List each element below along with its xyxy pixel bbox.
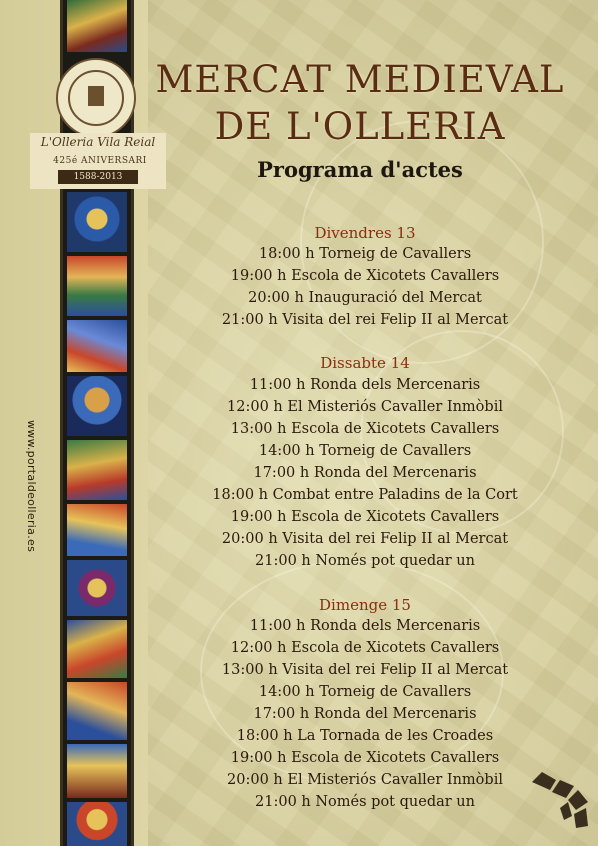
event-item: 19:00 h Escola de Xicotets Cavallers: [230, 750, 500, 766]
stained-glass-pane: [67, 192, 127, 252]
stained-glass-pane: [67, 682, 127, 740]
event-item: 17:00 h Ronda del Mercenaris: [253, 706, 477, 722]
day-heading: Divendres 13: [314, 224, 416, 242]
event-item: 20:00 h Inauguració del Mercat: [248, 290, 482, 306]
page-title-line2: DE L'OLLERIA: [214, 105, 506, 148]
event-item: 14:00 h Torneig de Cavallers: [258, 443, 472, 459]
event-item: 18:00 h Combat entre Paladins de la Cort: [212, 487, 518, 503]
castle-icon: [88, 86, 104, 106]
event-item: 14:00 h Torneig de Cavallers: [258, 684, 472, 700]
seal-inner-ring: [68, 70, 124, 126]
event-item: 18:00 h La Tornada de les Croades: [236, 728, 494, 744]
stained-glass-pane: [67, 256, 127, 316]
event-item: 13:00 h Escola de Xicotets Cavallers: [230, 421, 500, 437]
event-item: 11:00 h Ronda dels Mercenaris: [249, 377, 481, 393]
event-item: 11:00 h Ronda dels Mercenaris: [249, 618, 481, 634]
stained-glass-pane: [67, 504, 127, 556]
event-item: 19:00 h Escola de Xicotets Cavallers: [230, 268, 500, 284]
event-item: 21:00 h Només pot quedar un: [255, 553, 475, 569]
website-link[interactable]: www.portaldeolleria.es: [25, 420, 38, 553]
day-heading: Dissabte 14: [320, 354, 410, 372]
event-item: 21:00 h Només pot quedar un: [255, 794, 475, 810]
badge-name: L'Olleria Vila Reial: [40, 135, 156, 149]
arch-logo-icon: [530, 768, 590, 832]
event-item: 18:00 h Torneig de Cavallers: [258, 246, 472, 262]
badge-anniversary: 425é ANIVERSARI: [53, 156, 147, 166]
badge-years: 1588-2013: [58, 170, 138, 184]
stained-glass-pane: [67, 320, 127, 372]
page-subtitle: Programa d'actes: [257, 157, 463, 182]
seal-emblem: [56, 58, 136, 138]
stained-glass-pane: [67, 620, 127, 678]
event-item: 13:00 h Visita del rei Felip II al Mercat: [221, 662, 509, 678]
stained-glass-pane: [67, 376, 127, 436]
stained-glass-pane: [67, 0, 127, 52]
event-item: 21:00 h Visita del rei Felip II al Mercat: [221, 312, 509, 328]
stained-glass-pane: [67, 802, 127, 846]
event-item: 20:00 h Visita del rei Felip II al Mercat: [221, 531, 509, 547]
event-item: 17:00 h Ronda del Mercenaris: [253, 465, 477, 481]
stained-glass-pane: [67, 744, 127, 798]
event-item: 12:00 h El Misteriós Cavaller Inmòbil: [227, 399, 503, 415]
stained-glass-pane: [67, 560, 127, 616]
event-item: 19:00 h Escola de Xicotets Cavallers: [230, 509, 500, 525]
stained-glass-pane: [67, 440, 127, 500]
page-title-line1: MERCAT MEDIEVAL: [155, 58, 565, 101]
day-heading: Dimenge 15: [319, 596, 411, 614]
event-item: 20:00 h El Misteriós Cavaller Inmòbil: [227, 772, 503, 788]
event-item: 12:00 h Escola de Xicotets Cavallers: [230, 640, 500, 656]
